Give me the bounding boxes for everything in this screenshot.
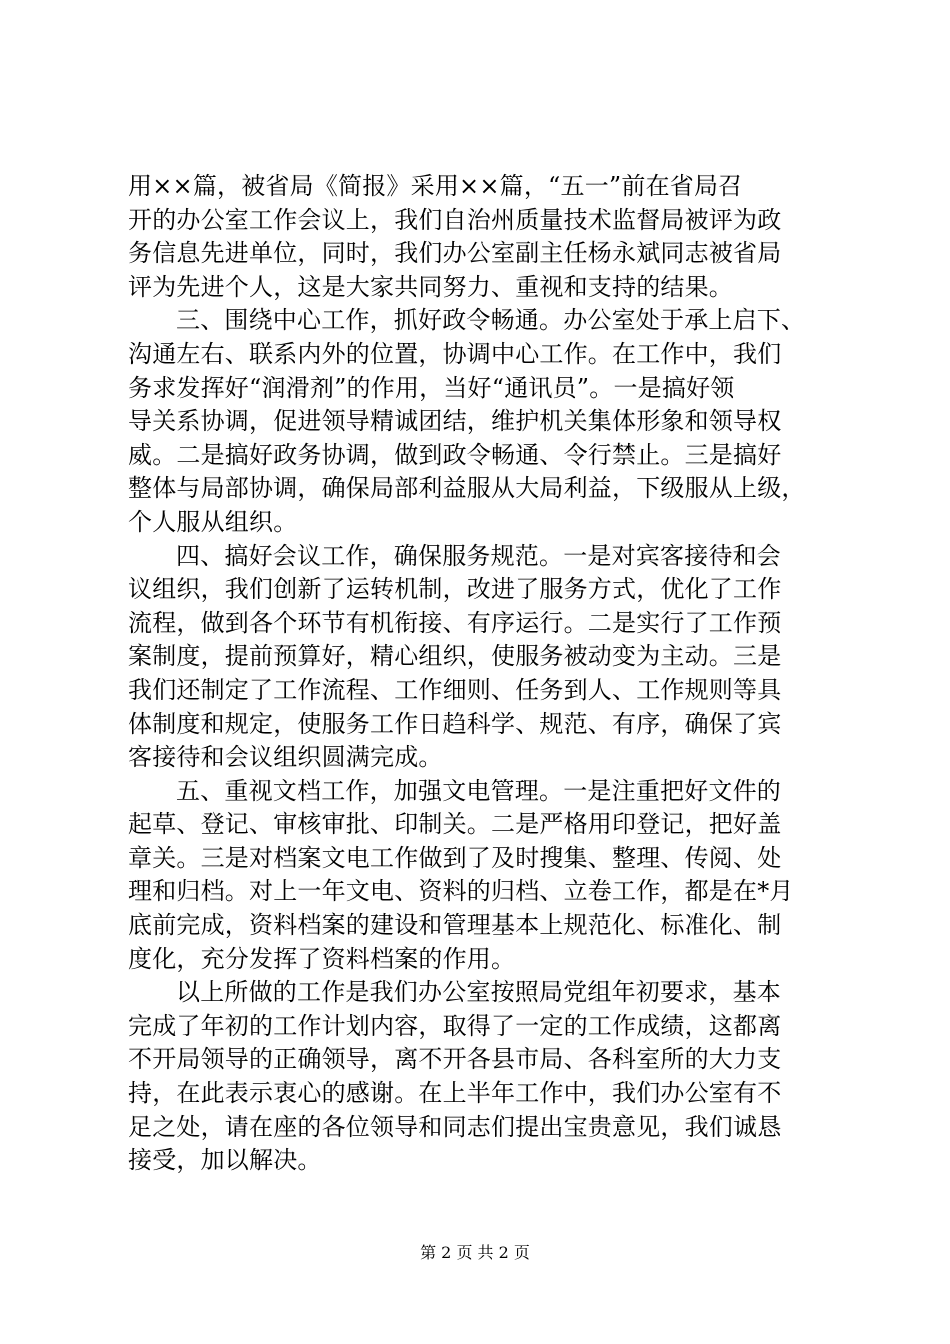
text-line: 务求发挥好“润滑剂”的作用，当好“通讯员”。一是搞好领	[128, 373, 735, 402]
text-line: 足之处，请在座的各位领导和同志们提出宝贵意见，我们诚恳	[128, 1112, 782, 1141]
text-line: 案制度，提前预算好，精心组织，使服务被动变为主动。三是	[128, 642, 782, 671]
text-line: 开的办公室工作会议上，我们自治州质量技术监督局被评为政	[128, 205, 782, 234]
text-line: 持，在此表示衷心的感谢。在上半年工作中，我们办公室有不	[128, 1079, 782, 1108]
text-line: 完成了年初的工作计划内容，取得了一定的工作成绩，这都离	[128, 1011, 782, 1040]
text-line: 威。二是搞好政务协调，做到政令畅通、令行禁止。三是搞好	[128, 440, 782, 469]
text-line: 接受，加以解决。	[128, 1146, 322, 1175]
text-line: 度化，充分发挥了资料档案的作用。	[128, 944, 516, 973]
text-line: 务信息先进单位，同时，我们办公室副主任杨永斌同志被省局	[128, 239, 782, 268]
text-line: 议组织，我们创新了运转机制，改进了服务方式，优化了工作	[128, 575, 782, 604]
paragraph-start-line: 三、围绕中心工作，抓好政令畅通。办公室处于承上启下、	[176, 306, 806, 335]
text-line: 流程，做到各个环节有机衔接、有序运行。二是实行了工作预	[128, 608, 782, 637]
text-line: 客接待和会议组织圆满完成。	[128, 743, 443, 772]
body-text	[128, 170, 832, 1178]
text-line: 我们还制定了工作流程、工作细则、任务到人、工作规则等具	[128, 675, 782, 704]
paragraph-start-line: 四、搞好会议工作，确保服务规范。一是对宾客接待和会	[176, 541, 781, 570]
page-number-footer: 第 2 页 共 2 页	[420, 1243, 530, 1262]
text-line: 沟通左右、联系内外的位置，协调中心工作。在工作中，我们	[128, 339, 782, 368]
text-line: 底前完成，资料档案的建设和管理基本上规范化、标准化、制	[128, 911, 782, 940]
text-line: 用××篇，被省局《简报》采用××篇，“五一”前在省局召	[128, 172, 743, 200]
text-line: 整体与局部协调，确保局部利益服从大局利益，下级服从上级，	[128, 474, 806, 503]
text-line: 个人服从组织。	[128, 507, 298, 536]
text-line: 理和归档。对上一年文电、资料的归档、立卷工作，都是在*月	[128, 877, 794, 906]
paragraph-start-line: 以上所做的工作是我们办公室按照局党组年初要求，基本	[176, 978, 781, 1007]
text-line: 起草、登记、审核审批、印制关。二是严格用印登记，把好盖	[128, 810, 782, 839]
text-line: 导关系协调，促进领导精诚团结，维护机关集体形象和领导权	[128, 407, 782, 436]
paragraph-start-line: 五、重视文档工作，加强文电管理。一是注重把好文件的	[176, 776, 781, 805]
text-line: 评为先进个人，这是大家共同努力、重视和支持的结果。	[128, 272, 733, 301]
text-line: 体制度和规定，使服务工作日趋科学、规范、有序，确保了宾	[128, 709, 782, 738]
text-line: 章关。三是对档案文电工作做到了及时搜集、整理、传阅、处	[128, 843, 782, 872]
text-line: 不开局领导的正确领导，离不开各县市局、各科室所的大力支	[128, 1045, 782, 1074]
